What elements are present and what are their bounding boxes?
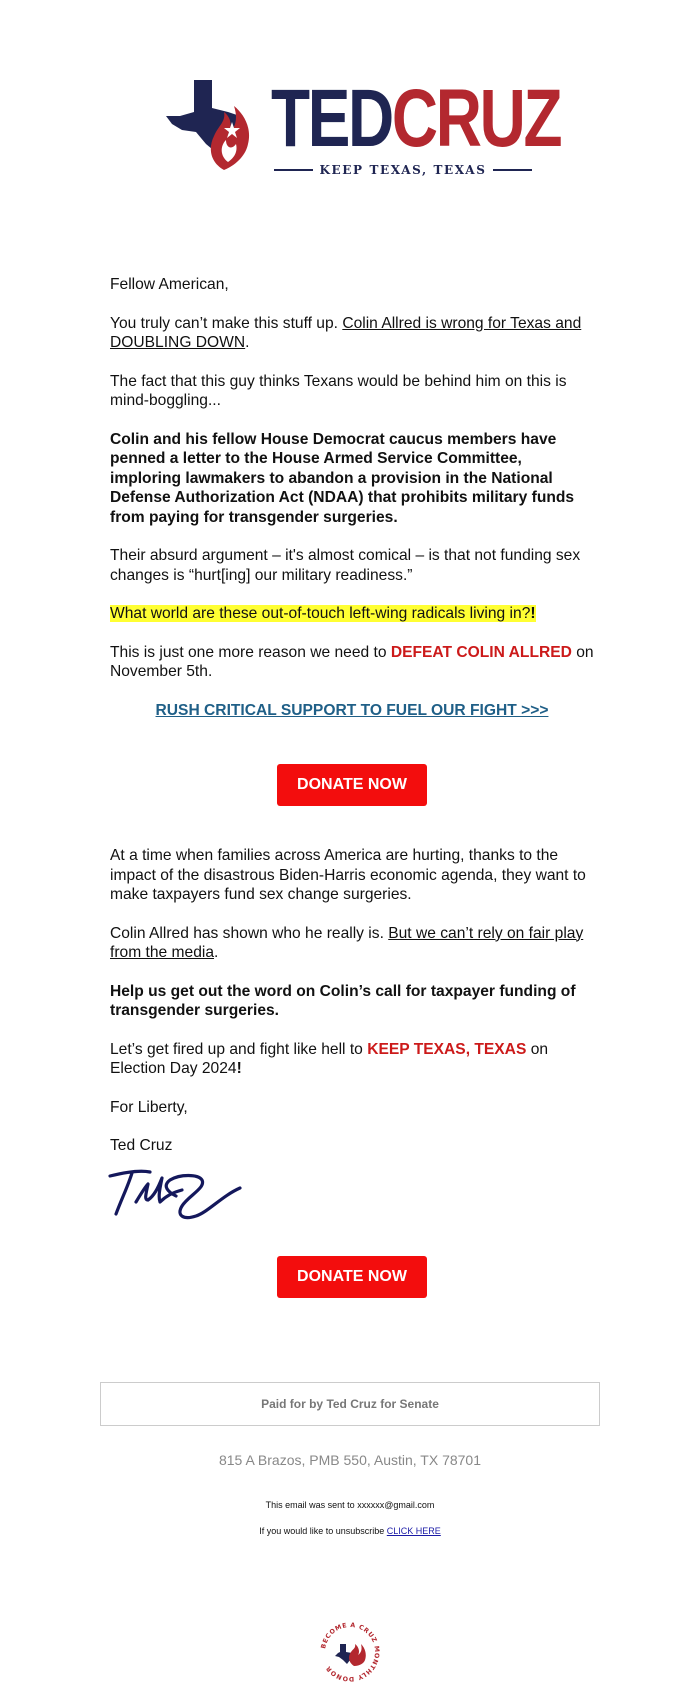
paragraph-intro-tail: . xyxy=(245,334,250,351)
paragraph-help-bold: Help us get out the word on Colin’s call for taxpayer funding of transgender surgeries. xyxy=(110,982,576,1019)
paragraph-fired-up-tail: on Election Day 2024 xyxy=(110,1040,549,1077)
paragraph-fired-up xyxy=(110,1040,594,1079)
logo-tagline: KEEP TEXAS, TEXAS xyxy=(319,163,487,177)
highlighted-question xyxy=(110,605,536,622)
logo-wordmark xyxy=(271,73,561,164)
donate-now-button-2[interactable]: DONATE NOW xyxy=(277,1256,427,1298)
donate-now-button[interactable]: DONATE NOW xyxy=(277,764,427,806)
paid-for-box: Paid for by Ted Cruz for Senate xyxy=(100,1382,600,1426)
highlight-bang: ! xyxy=(530,605,536,622)
unsubscribe-link[interactable]: CLICK HERE xyxy=(386,1526,441,1536)
badge-text: BECOME A CRUZ MONTHLY DONOR xyxy=(320,1621,381,1683)
ted-cruz-logo[interactable] xyxy=(166,73,561,183)
email-header xyxy=(0,0,700,200)
highlight-text: What world are these out-of-touch left-wing radicals living in? xyxy=(110,605,531,622)
paragraph-mind-boggling: The fact that this guy thinks Texans would be behind him on this is mind-boggling... xyxy=(110,372,567,409)
tagline-rule-left xyxy=(274,169,313,171)
paragraph-media-tail: . xyxy=(214,944,219,961)
paragraph-defeat-tail: on November 5th. xyxy=(110,643,594,680)
closing: For Liberty, xyxy=(110,1098,188,1116)
unsubscribe-lead: If you would like to unsubscribe xyxy=(259,1526,387,1536)
paragraph-defeat-lead: This is just one more reason we need to xyxy=(110,643,391,661)
sent-to-notice: This email was sent to xxxxxx@gmail.com xyxy=(265,1500,435,1510)
paragraph-fired-up-lead: Let’s get fired up and fight like hell to xyxy=(110,1040,368,1058)
paragraph-media-lead: Colin Allred has shown who he really is. xyxy=(110,924,389,942)
keep-texas-text: KEEP TEXAS, TEXAS xyxy=(367,1040,527,1058)
paragraph-argument: Their absurd argument – it's almost comical – is that not funding sex changes is “hurt[ing] our military readiness.” xyxy=(110,547,581,584)
unsubscribe-notice xyxy=(0,1526,700,1536)
allred-wrong-link[interactable]: Colin Allred is wrong for Texas and DOUBLING DOWN xyxy=(110,314,582,351)
monthly-donor-badge-icon[interactable] xyxy=(318,1620,382,1684)
signoff-name: Ted Cruz xyxy=(110,1137,173,1154)
paragraph-intro xyxy=(110,314,594,353)
media-fair-play-link[interactable]: But we can’t rely on fair play from the media xyxy=(110,924,584,961)
donate-button-wrap-1 xyxy=(110,764,594,806)
texas-flame-logo-icon xyxy=(166,78,276,173)
logo-cruz-text: CRUZ xyxy=(391,73,561,164)
tagline-rule-right xyxy=(493,169,532,171)
greeting: Fellow American, xyxy=(110,276,229,293)
email-body xyxy=(110,275,594,1338)
fired-up-bang: ! xyxy=(236,1060,242,1077)
handwritten-signature-icon xyxy=(106,1166,246,1226)
mailing-address: 815 A Brazos, PMB 550, Austin, TX 78701 xyxy=(218,1452,482,1468)
paragraph-letter-bold: Colin and his fellow House Democrat caucus members have penned a letter to the House Armed Service Committee, imploring lawmakers to abandon a provision in the National Defense Authorization Act (NDAA) that prohibits military funds from paying for transgender surgeries. xyxy=(110,430,575,526)
paragraph-media xyxy=(110,924,594,963)
defeat-allred-text: DEFEAT COLIN ALLRED xyxy=(390,643,572,661)
donate-button-wrap-2 xyxy=(110,1256,594,1298)
paragraph-highlight xyxy=(110,604,594,624)
rush-support-link[interactable]: RUSH CRITICAL SUPPORT TO FUEL OUR FIGHT >>> xyxy=(155,701,549,719)
paragraph-defeat xyxy=(110,643,594,682)
logo-tagline-row xyxy=(274,162,532,178)
logo-ted-text: TED xyxy=(271,73,392,164)
paragraph-intro-lead: You truly can’t make this stuff up. xyxy=(110,314,343,332)
paragraph-families: At a time when families across America are hurting, thanks to the impact of the disastrous Biden-Harris economic agenda, they want to make taxpayers fund sex change surgeries. xyxy=(110,847,586,903)
